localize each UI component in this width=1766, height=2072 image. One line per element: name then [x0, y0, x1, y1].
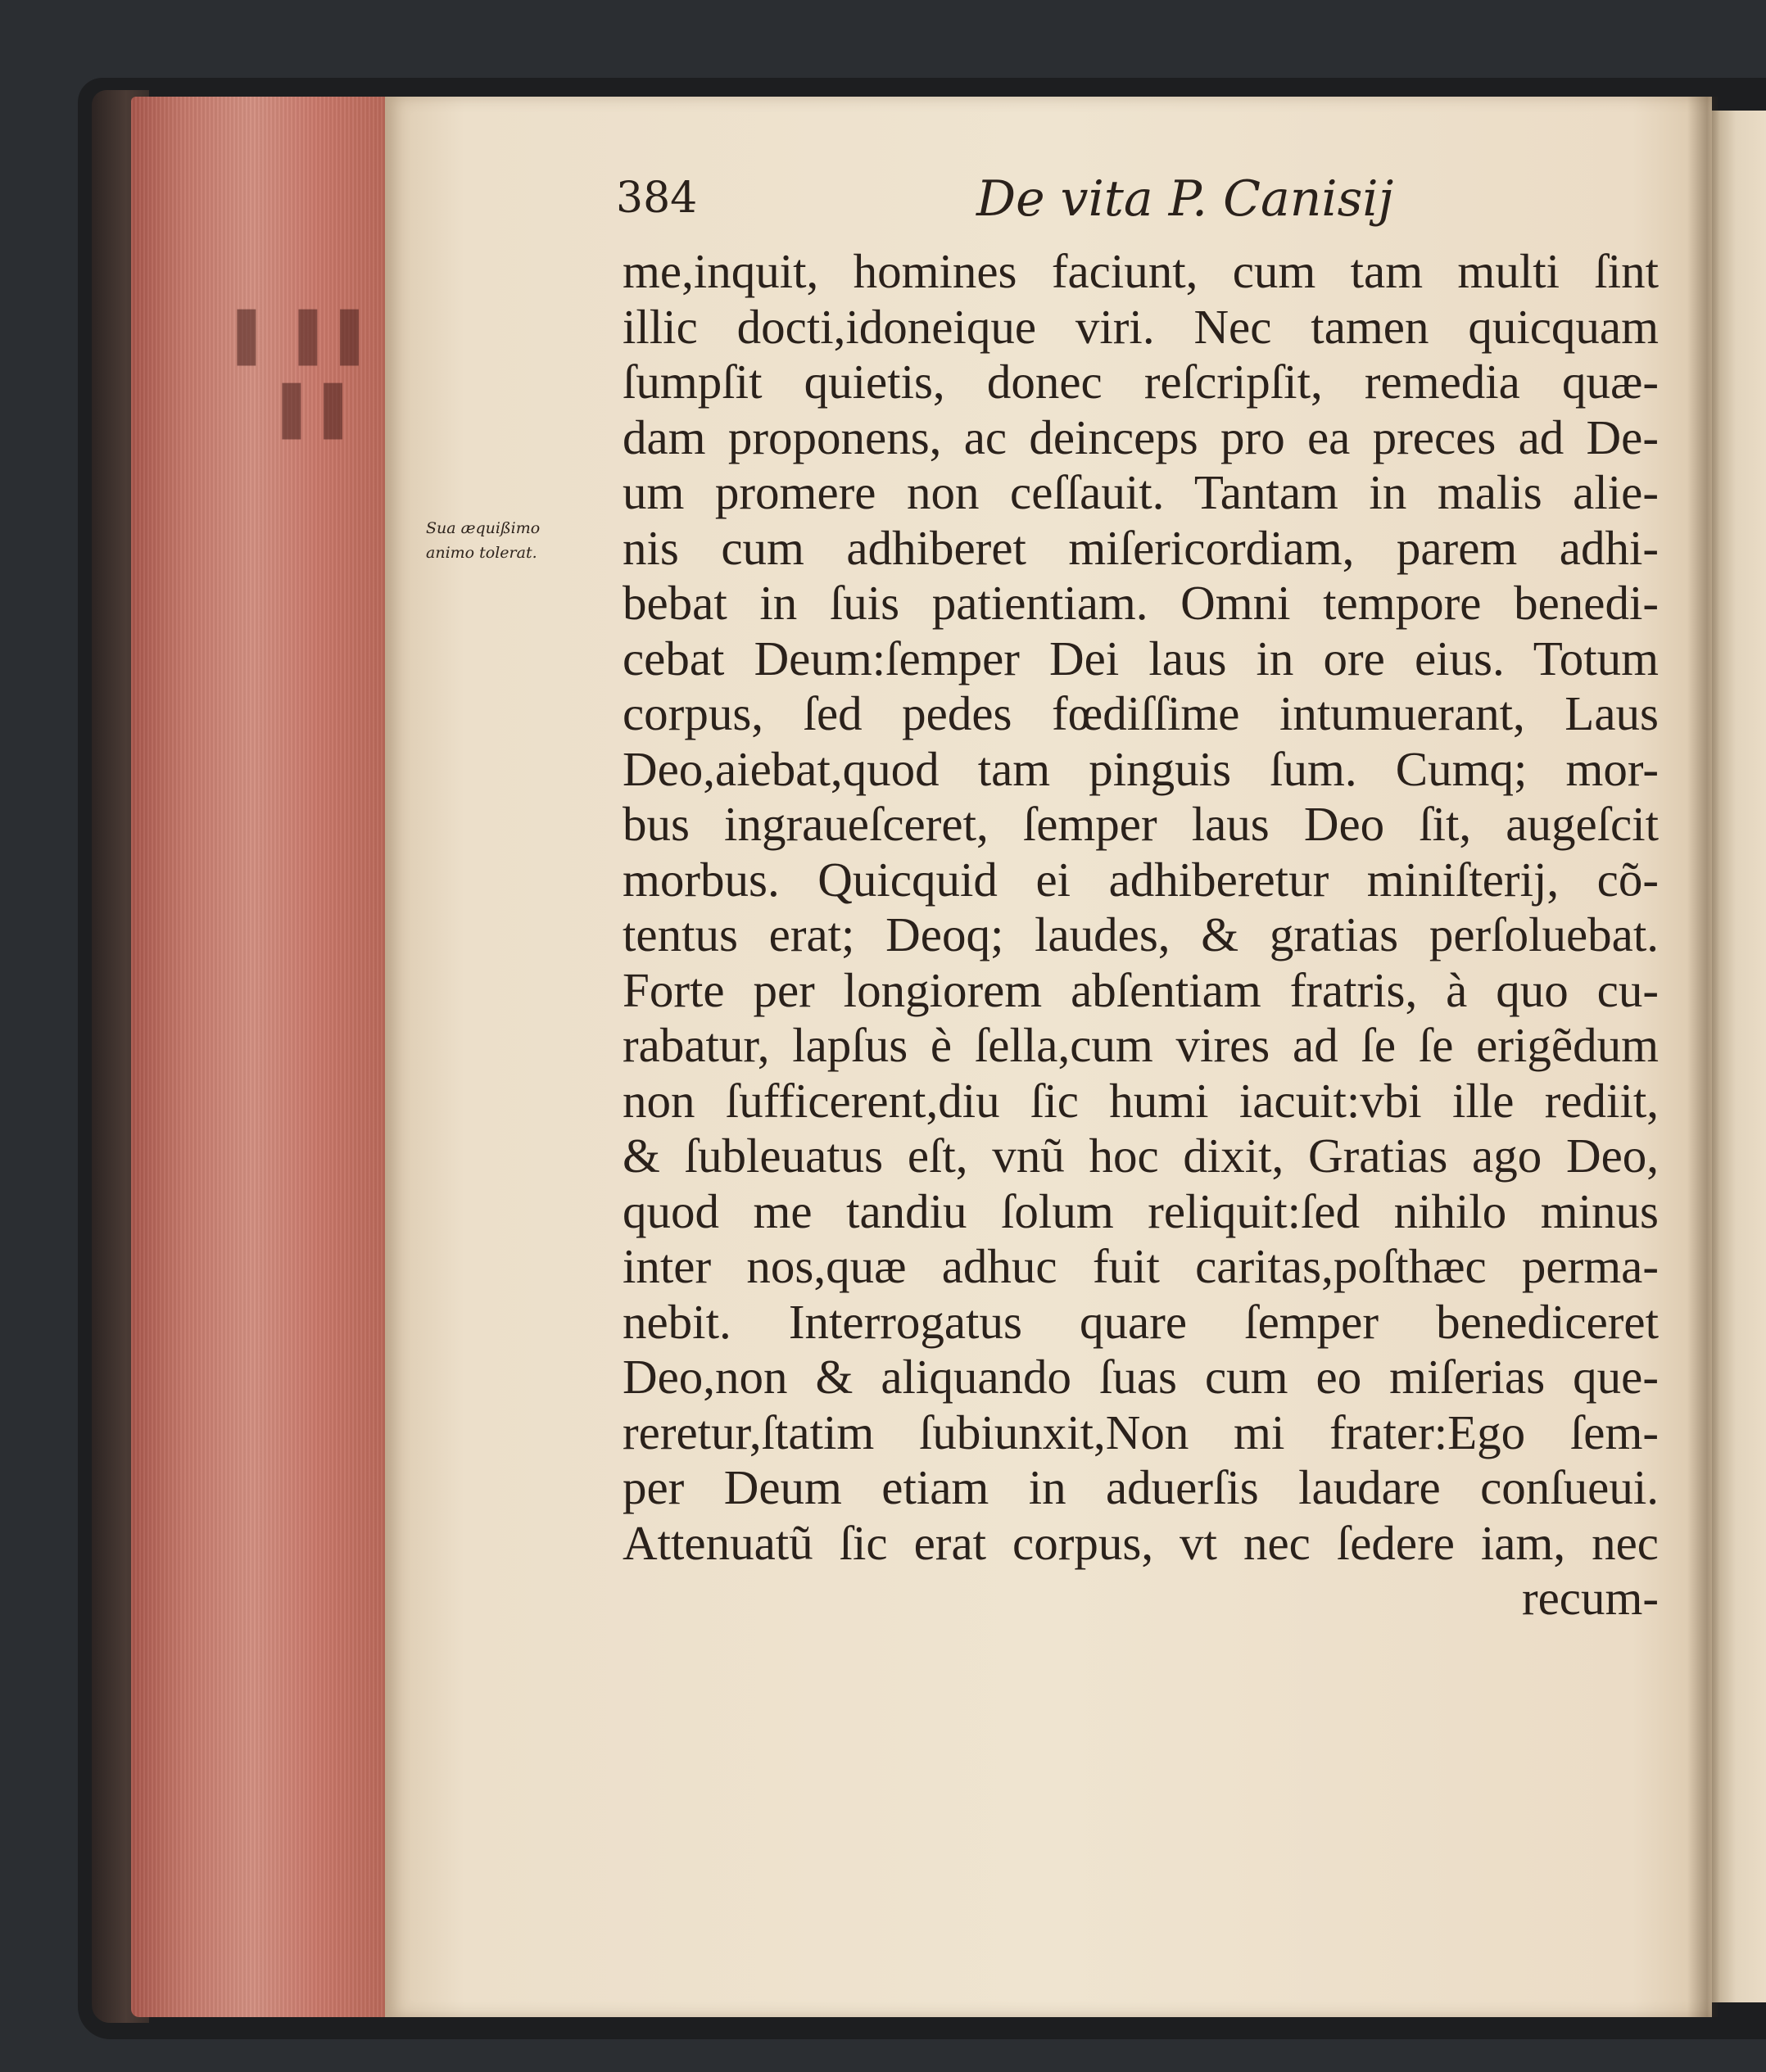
text-line: Forte per longiorem abſentiam fratris, à quo cu- [623, 962, 1659, 1017]
text-line: illic docti,idoneique viri. Nec tamen quicquam [623, 299, 1659, 354]
text-line: tentus erat; Deoq; laudes, & gratias perſoluebat. [623, 907, 1659, 961]
text-line: & ſubleuatus eſt, vnũ hoc dixit, Gratias ago Deo, [623, 1129, 1659, 1183]
text-line: nebit. Interrogatus quare ſemper benediceret [623, 1294, 1659, 1349]
marginal-note [426, 516, 610, 565]
fore-edge-marking: ▌ ▌▌ [238, 310, 383, 365]
running-title: De vita P. Canisij [976, 170, 1394, 228]
catchword: recum- [1521, 1571, 1659, 1625]
text-line: per Deum etiam in aduerſis laudare conſueui. [623, 1460, 1659, 1514]
text-line: corpus, ſed pedes fœdiſſime intumuerant, Laus [623, 686, 1659, 740]
text-line: nis cum adhiberet miſericordiam, parem adhi- [623, 520, 1659, 575]
page-header [616, 170, 1681, 244]
text-line: um promere non ceſſauit. Tantam in malis alie- [623, 465, 1659, 519]
page-gutter [1687, 97, 1720, 2017]
text-line: bus ingraueſceret, ſemper laus Deo ſit, augeſcit [623, 797, 1659, 851]
marginal-note-line: animo tolerat. [426, 544, 537, 562]
text-line: Deo,non & aliquando ſuas cum eo miſerias que- [623, 1350, 1659, 1404]
text-line: non ſufficerent,diu ſic humi iacuit:vbi ille rediit, [623, 1073, 1659, 1128]
text-line: Attenuatũ ſic erat corpus, vt nec ſedere iam, nec [623, 1515, 1659, 1570]
text-line: reretur,ſtatim ſubiunxit,Non mi frater:Ego ſem- [623, 1405, 1659, 1459]
text-line: dam proponens, ac deinceps pro ea preces ad De- [623, 409, 1659, 464]
text-line: ſumpſit quietis, donec reſcripſit, remedia quæ- [623, 355, 1659, 409]
text-line: Deo,aiebat,quod tam pinguis ſum. Cumq; mor- [623, 741, 1659, 796]
text-line: inter nos,quæ adhuc fuit caritas,poſthæc perma- [623, 1239, 1659, 1293]
red-fore-edge [131, 97, 400, 2017]
page-number: 384 [616, 174, 698, 223]
fore-edge-marking: ▌▌ [283, 383, 366, 439]
body-text [623, 244, 1659, 1626]
text-line: morbus. Quicquid ei adhiberetur miniſterij, cõ- [623, 852, 1659, 907]
text-line: me,inquit, homines faciunt, cum tam multi ſint [623, 244, 1659, 298]
text-line: quod me tandiu ſolum reliquit:ſed nihilo minus [623, 1183, 1659, 1238]
marginal-note-line: Sua æquißimo [426, 519, 541, 537]
text-line: bebat in ſuis patientiam. Omni tempore benedi- [623, 576, 1659, 630]
text-line: rabatur, lapſus è ſella,cum vires ad ſe ſe erigẽdum [623, 1018, 1659, 1072]
text-line: cebat Deum:ſemper Dei laus in ore eius. Totum [623, 631, 1659, 685]
